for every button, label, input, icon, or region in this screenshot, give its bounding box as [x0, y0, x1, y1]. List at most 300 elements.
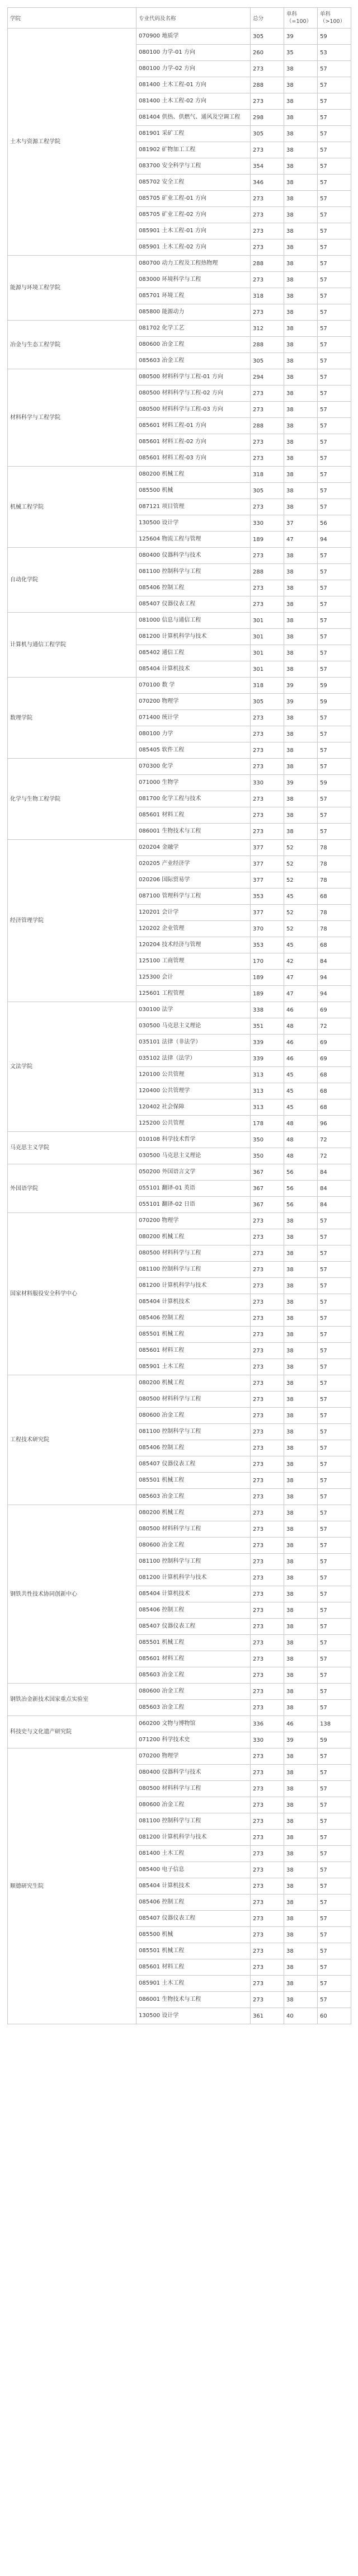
major-cell: 070200 物理学 — [136, 1213, 251, 1229]
total-score-cell: 273 — [251, 1456, 284, 1473]
total-score-cell: 273 — [251, 191, 284, 207]
school-name-cell: 土木与资源工程学院 — [8, 29, 136, 256]
single-over-100-cell: 68 — [318, 1067, 351, 1083]
total-score-cell: 301 — [251, 645, 284, 661]
school-name-cell: 钢铁共性技术协同创新中心 — [8, 1505, 136, 1684]
major-cell: 080700 动力工程及工程热物理 — [136, 256, 251, 272]
major-cell: 081200 计算机科学与技术 — [136, 1278, 251, 1294]
single-over-100-cell: 68 — [318, 937, 351, 953]
single-over-100-cell: 57 — [318, 791, 351, 807]
single-over-100-cell: 138 — [318, 1716, 351, 1732]
single-over-100-cell: 57 — [318, 824, 351, 840]
single-100-cell: 38 — [284, 613, 318, 629]
single-over-100-cell: 57 — [318, 175, 351, 191]
single-over-100-cell: 57 — [318, 126, 351, 142]
single-100-cell: 38 — [284, 61, 318, 77]
single-over-100-cell: 57 — [318, 1473, 351, 1489]
major-cell: 085404 计算机技术 — [136, 1878, 251, 1895]
single-over-100-cell: 57 — [318, 1781, 351, 1797]
total-score-cell: 273 — [251, 1619, 284, 1635]
total-score-cell: 298 — [251, 110, 284, 126]
total-score-cell: 178 — [251, 1116, 284, 1132]
single-over-100-cell: 59 — [318, 678, 351, 694]
single-100-cell: 38 — [284, 1489, 318, 1505]
major-cell: 080500 材料科学与工程-03 方向 — [136, 402, 251, 418]
total-score-cell: 330 — [251, 1732, 284, 1748]
total-score-cell: 273 — [251, 1245, 284, 1262]
total-score-cell: 301 — [251, 613, 284, 629]
major-cell: 087100 管理科学与工程 — [136, 889, 251, 905]
table-row — [8, 467, 351, 483]
single-over-100-cell: 78 — [318, 921, 351, 937]
major-cell: 085603 冶金工程 — [136, 1667, 251, 1684]
major-cell: 085705 矿业工程-01 方向 — [136, 191, 251, 207]
single-over-100-cell: 57 — [318, 1538, 351, 1554]
major-cell: 080100 力学 — [136, 726, 251, 742]
single-over-100-cell: 57 — [318, 1375, 351, 1392]
single-over-100-cell: 57 — [318, 61, 351, 77]
single-over-100-cell: 57 — [318, 1797, 351, 1813]
major-cell: 085500 机械 — [136, 1927, 251, 1943]
major-cell: 080500 材料科学与工程 — [136, 1245, 251, 1262]
major-cell: 086001 生物技术与工程 — [136, 824, 251, 840]
major-cell: 085402 通信工程 — [136, 645, 251, 661]
single-100-cell: 46 — [284, 1035, 318, 1051]
table-row — [8, 369, 351, 386]
single-over-100-cell: 57 — [318, 742, 351, 759]
school-name-cell: 材料科学与工程学院 — [8, 369, 136, 467]
single-over-100-cell: 57 — [318, 1830, 351, 1846]
major-cell: 080600 冶金工程 — [136, 1797, 251, 1813]
single-100-cell: 38 — [284, 191, 318, 207]
total-score-cell: 273 — [251, 824, 284, 840]
total-score-cell: 377 — [251, 856, 284, 872]
header-school: 学院 — [8, 8, 136, 29]
major-cell: 085407 仪器仪表工程 — [136, 596, 251, 613]
single-over-100-cell: 57 — [318, 629, 351, 645]
total-score-cell: 273 — [251, 1586, 284, 1602]
total-score-cell: 273 — [251, 791, 284, 807]
single-over-100-cell: 57 — [318, 1878, 351, 1895]
single-over-100-cell: 68 — [318, 1083, 351, 1099]
single-over-100-cell: 78 — [318, 840, 351, 856]
single-100-cell: 38 — [284, 110, 318, 126]
single-100-cell: 38 — [284, 1213, 318, 1229]
single-100-cell: 38 — [284, 1813, 318, 1830]
major-cell: 085601 材料工程-02 方向 — [136, 434, 251, 450]
single-over-100-cell: 57 — [318, 1813, 351, 1830]
major-cell: 083000 环境科学与工程 — [136, 272, 251, 288]
major-cell: 080500 材料科学与工程 — [136, 1392, 251, 1408]
total-score-cell: 294 — [251, 369, 284, 386]
major-cell: 086001 生物技术与工程 — [136, 1992, 251, 2008]
single-over-100-cell: 57 — [318, 483, 351, 499]
table-row — [8, 1505, 351, 1521]
single-100-cell: 38 — [284, 1684, 318, 1700]
single-100-cell: 38 — [284, 1327, 318, 1343]
major-cell: 081200 计算机科学与技术 — [136, 1570, 251, 1586]
single-100-cell: 38 — [284, 1765, 318, 1781]
single-over-100-cell: 57 — [318, 1262, 351, 1278]
single-100-cell: 38 — [284, 1456, 318, 1473]
total-score-cell: 273 — [251, 1895, 284, 1911]
major-cell: 085901 土木工程-01 方向 — [136, 223, 251, 239]
single-over-100-cell: 78 — [318, 872, 351, 889]
single-100-cell: 38 — [284, 1521, 318, 1538]
single-over-100-cell: 57 — [318, 353, 351, 369]
single-100-cell: 38 — [284, 1700, 318, 1716]
school-name-cell: 外国语学院 — [8, 1164, 136, 1213]
single-over-100-cell: 56 — [318, 515, 351, 532]
table-row — [8, 1213, 351, 1229]
single-100-cell: 38 — [284, 645, 318, 661]
single-over-100-cell: 57 — [318, 1748, 351, 1765]
single-over-100-cell: 57 — [318, 1927, 351, 1943]
major-cell: 010108 科学技术哲学 — [136, 1132, 251, 1148]
single-100-cell: 52 — [284, 872, 318, 889]
major-cell: 085601 材料工程 — [136, 1343, 251, 1359]
single-over-100-cell: 57 — [318, 402, 351, 418]
single-100-cell: 38 — [284, 1262, 318, 1278]
table-row — [8, 29, 351, 45]
major-cell: 081100 控制科学与工程 — [136, 1813, 251, 1830]
header-single-100: 单科（=100） — [284, 8, 318, 29]
single-over-100-cell: 53 — [318, 45, 351, 61]
table-body — [8, 29, 351, 2024]
single-100-cell: 38 — [284, 710, 318, 726]
major-cell: 020204 金融学 — [136, 840, 251, 856]
single-over-100-cell: 57 — [318, 1456, 351, 1473]
total-score-cell: 273 — [251, 1213, 284, 1229]
total-score-cell: 313 — [251, 1099, 284, 1116]
single-over-100-cell: 57 — [318, 1846, 351, 1862]
major-cell: 081404 供热、供燃气、通风及空调工程 — [136, 110, 251, 126]
total-score-cell: 318 — [251, 467, 284, 483]
single-100-cell: 38 — [284, 1294, 318, 1310]
single-100-cell: 38 — [284, 564, 318, 580]
single-over-100-cell: 57 — [318, 369, 351, 386]
major-cell: 081100 控制科学与工程 — [136, 564, 251, 580]
single-100-cell: 46 — [284, 1002, 318, 1018]
single-100-cell: 52 — [284, 905, 318, 921]
major-cell: 085702 安全工程 — [136, 175, 251, 191]
single-100-cell: 38 — [284, 1846, 318, 1862]
total-score-cell: 273 — [251, 1262, 284, 1278]
single-100-cell: 38 — [284, 450, 318, 467]
single-100-cell: 38 — [284, 1229, 318, 1245]
single-over-100-cell: 57 — [318, 1586, 351, 1602]
major-cell: 080400 仪器科学与技术 — [136, 548, 251, 564]
single-over-100-cell: 57 — [318, 596, 351, 613]
single-100-cell: 47 — [284, 970, 318, 986]
school-name-cell: 机械工程学院 — [8, 467, 136, 548]
major-cell: 030500 马克思主义理论 — [136, 1018, 251, 1035]
single-100-cell: 38 — [284, 661, 318, 678]
single-over-100-cell: 72 — [318, 1132, 351, 1148]
single-over-100-cell: 57 — [318, 1619, 351, 1635]
total-score-cell: 189 — [251, 532, 284, 548]
major-cell: 071200 科学技术史 — [136, 1732, 251, 1748]
table-row — [8, 548, 351, 564]
school-name-cell: 经济管理学院 — [8, 840, 136, 1002]
single-over-100-cell: 69 — [318, 1051, 351, 1067]
single-over-100-cell: 57 — [318, 1245, 351, 1262]
total-score-cell: 273 — [251, 548, 284, 564]
single-100-cell: 40 — [284, 2008, 318, 2024]
total-score-cell: 361 — [251, 2008, 284, 2024]
major-cell: 130500 设计学 — [136, 515, 251, 532]
score-table — [7, 7, 351, 2024]
total-score-cell: 339 — [251, 1051, 284, 1067]
total-score-cell: 351 — [251, 1018, 284, 1035]
total-score-cell: 377 — [251, 872, 284, 889]
single-100-cell: 38 — [284, 548, 318, 564]
single-over-100-cell: 72 — [318, 1018, 351, 1035]
school-name-cell: 文法学院 — [8, 1002, 136, 1132]
school-name-cell: 能源与环境工程学院 — [8, 256, 136, 321]
single-100-cell: 38 — [284, 1375, 318, 1392]
table-row — [8, 1132, 351, 1148]
total-score-cell: 273 — [251, 386, 284, 402]
total-score-cell: 318 — [251, 288, 284, 304]
table-row — [8, 1164, 351, 1181]
single-100-cell: 38 — [284, 1976, 318, 1992]
single-over-100-cell: 57 — [318, 1976, 351, 1992]
total-score-cell: 273 — [251, 1229, 284, 1245]
major-cell: 085601 材料工程-01 方向 — [136, 418, 251, 434]
school-name-cell: 冶金与生态工程学院 — [8, 321, 136, 369]
major-cell: 085400 电子信息 — [136, 1862, 251, 1878]
single-100-cell: 38 — [284, 1359, 318, 1375]
single-over-100-cell: 57 — [318, 548, 351, 564]
major-cell: 081400 土木工程-01 方向 — [136, 77, 251, 93]
major-cell: 070200 物理学 — [136, 1748, 251, 1765]
single-100-cell: 38 — [284, 353, 318, 369]
total-score-cell: 305 — [251, 126, 284, 142]
total-score-cell: 273 — [251, 1700, 284, 1716]
table-header-row — [8, 8, 351, 29]
single-over-100-cell: 69 — [318, 1035, 351, 1051]
major-cell: 081901 采矿工程 — [136, 126, 251, 142]
total-score-cell: 305 — [251, 353, 284, 369]
major-cell: 125200 公共管理 — [136, 1116, 251, 1132]
total-score-cell: 273 — [251, 1294, 284, 1310]
total-score-cell: 260 — [251, 45, 284, 61]
major-cell: 020206 国际贸易学 — [136, 872, 251, 889]
major-cell: 080600 冶金工程 — [136, 337, 251, 353]
single-over-100-cell: 57 — [318, 1521, 351, 1538]
major-cell: 080600 冶金工程 — [136, 1408, 251, 1424]
total-score-cell: 273 — [251, 499, 284, 515]
major-cell: 085901 土木工程 — [136, 1976, 251, 1992]
total-score-cell: 273 — [251, 1911, 284, 1927]
major-cell: 085501 机械工程 — [136, 1635, 251, 1651]
single-over-100-cell: 57 — [318, 1294, 351, 1310]
single-100-cell: 38 — [284, 1878, 318, 1895]
major-cell: 125100 工商管理 — [136, 953, 251, 970]
single-over-100-cell: 57 — [318, 1440, 351, 1456]
major-cell: 085501 机械工程 — [136, 1327, 251, 1343]
total-score-cell: 273 — [251, 1862, 284, 1878]
single-100-cell: 45 — [284, 1067, 318, 1083]
total-score-cell: 288 — [251, 337, 284, 353]
total-score-cell: 273 — [251, 1651, 284, 1667]
total-score-cell: 273 — [251, 1538, 284, 1554]
single-100-cell: 56 — [284, 1181, 318, 1197]
single-100-cell: 52 — [284, 840, 318, 856]
total-score-cell: 273 — [251, 759, 284, 775]
single-100-cell: 38 — [284, 418, 318, 434]
single-over-100-cell: 57 — [318, 1684, 351, 1700]
single-over-100-cell: 57 — [318, 1992, 351, 2008]
single-100-cell: 38 — [284, 1635, 318, 1651]
total-score-cell: 273 — [251, 1424, 284, 1440]
single-over-100-cell: 57 — [318, 759, 351, 775]
total-score-cell: 273 — [251, 1359, 284, 1375]
single-100-cell: 38 — [284, 629, 318, 645]
single-over-100-cell: 94 — [318, 532, 351, 548]
major-cell: 085404 计算机技术 — [136, 1294, 251, 1310]
single-over-100-cell: 57 — [318, 1359, 351, 1375]
major-cell: 080100 力学-01 方向 — [136, 45, 251, 61]
total-score-cell: 189 — [251, 986, 284, 1002]
single-over-100-cell: 57 — [318, 434, 351, 450]
single-100-cell: 46 — [284, 1716, 318, 1732]
major-cell: 085406 控制工程 — [136, 1310, 251, 1327]
total-score-cell: 273 — [251, 1554, 284, 1570]
total-score-cell: 339 — [251, 1035, 284, 1051]
total-score-cell: 273 — [251, 1570, 284, 1586]
total-score-cell: 273 — [251, 742, 284, 759]
single-100-cell: 38 — [284, 1586, 318, 1602]
major-cell: 080500 材料科学与工程 — [136, 1781, 251, 1797]
total-score-cell: 312 — [251, 321, 284, 337]
total-score-cell: 273 — [251, 1959, 284, 1976]
single-100-cell: 38 — [284, 1619, 318, 1635]
major-cell: 050200 外国语言文学 — [136, 1164, 251, 1181]
single-100-cell: 38 — [284, 402, 318, 418]
single-100-cell: 38 — [284, 223, 318, 239]
total-score-cell: 273 — [251, 61, 284, 77]
total-score-cell: 377 — [251, 840, 284, 856]
single-100-cell: 38 — [284, 499, 318, 515]
single-over-100-cell: 57 — [318, 1392, 351, 1408]
table-row — [8, 840, 351, 856]
single-100-cell: 47 — [284, 532, 318, 548]
single-100-cell: 38 — [284, 175, 318, 191]
total-score-cell: 301 — [251, 629, 284, 645]
single-100-cell: 39 — [284, 678, 318, 694]
major-cell: 080200 机械工程 — [136, 1505, 251, 1521]
major-cell: 085901 土木工程 — [136, 1359, 251, 1375]
total-score-cell: 288 — [251, 77, 284, 93]
single-over-100-cell: 84 — [318, 1197, 351, 1213]
single-100-cell: 38 — [284, 1554, 318, 1570]
single-over-100-cell: 57 — [318, 1635, 351, 1651]
school-name-cell: 工程技术研究院 — [8, 1375, 136, 1505]
single-over-100-cell: 84 — [318, 1164, 351, 1181]
single-over-100-cell: 59 — [318, 29, 351, 45]
single-over-100-cell: 57 — [318, 1700, 351, 1716]
major-cell: 070900 地质学 — [136, 29, 251, 45]
major-cell: 085601 材料工程 — [136, 807, 251, 824]
single-100-cell: 38 — [284, 1830, 318, 1846]
single-100-cell: 38 — [284, 596, 318, 613]
single-over-100-cell: 59 — [318, 775, 351, 791]
single-over-100-cell: 57 — [318, 110, 351, 126]
major-cell: 085501 机械工程 — [136, 1473, 251, 1489]
single-over-100-cell: 84 — [318, 1181, 351, 1197]
major-cell: 120202 企业管理 — [136, 921, 251, 937]
total-score-cell: 305 — [251, 483, 284, 499]
total-score-cell: 273 — [251, 1505, 284, 1521]
single-100-cell: 38 — [284, 1392, 318, 1408]
single-over-100-cell: 57 — [318, 191, 351, 207]
major-cell: 030500 马克思主义理论 — [136, 1148, 251, 1164]
total-score-cell: 273 — [251, 272, 284, 288]
single-over-100-cell: 57 — [318, 661, 351, 678]
school-name-cell: 钢铁冶金新技术国家重点实验室 — [8, 1684, 136, 1716]
single-100-cell: 38 — [284, 207, 318, 223]
total-score-cell: 273 — [251, 726, 284, 742]
total-score-cell: 273 — [251, 1976, 284, 1992]
major-cell: 085601 材料工程 — [136, 1959, 251, 1976]
total-score-cell: 273 — [251, 1943, 284, 1959]
single-over-100-cell: 57 — [318, 1310, 351, 1327]
major-cell: 125300 会计 — [136, 970, 251, 986]
total-score-cell: 273 — [251, 1667, 284, 1684]
single-over-100-cell: 57 — [318, 1570, 351, 1586]
major-cell: 080200 机械工程 — [136, 467, 251, 483]
single-100-cell: 38 — [284, 580, 318, 596]
school-name-cell: 自动化学院 — [8, 548, 136, 613]
single-100-cell: 38 — [284, 1862, 318, 1878]
major-cell: 120402 社会保障 — [136, 1099, 251, 1116]
single-over-100-cell: 57 — [318, 1943, 351, 1959]
total-score-cell: 273 — [251, 93, 284, 110]
table-row — [8, 1748, 351, 1765]
single-100-cell: 38 — [284, 1310, 318, 1327]
single-100-cell: 38 — [284, 369, 318, 386]
single-100-cell: 38 — [284, 1602, 318, 1619]
single-100-cell: 52 — [284, 856, 318, 872]
table-row — [8, 1002, 351, 1018]
total-score-cell: 313 — [251, 1083, 284, 1099]
total-score-cell: 273 — [251, 1521, 284, 1538]
major-cell: 085406 控制工程 — [136, 1895, 251, 1911]
single-over-100-cell: 57 — [318, 645, 351, 661]
major-cell: 085404 计算机技术 — [136, 1586, 251, 1602]
total-score-cell: 330 — [251, 515, 284, 532]
single-100-cell: 38 — [284, 1943, 318, 1959]
major-cell: 081100 控制科学与工程 — [136, 1554, 251, 1570]
table-row — [8, 1716, 351, 1732]
major-cell: 055101 翻译-01 英语 — [136, 1181, 251, 1197]
single-100-cell: 38 — [284, 337, 318, 353]
single-100-cell: 38 — [284, 272, 318, 288]
total-score-cell: 273 — [251, 142, 284, 158]
major-cell: 085407 仪器仪表工程 — [136, 1619, 251, 1635]
single-over-100-cell: 57 — [318, 304, 351, 321]
total-score-cell: 273 — [251, 1765, 284, 1781]
single-100-cell: 38 — [284, 142, 318, 158]
major-cell: 071400 统计学 — [136, 710, 251, 726]
school-name-cell: 马克思主义学院 — [8, 1132, 136, 1164]
single-over-100-cell: 57 — [318, 1229, 351, 1245]
total-score-cell: 338 — [251, 1002, 284, 1018]
major-cell: 085501 机械工程 — [136, 1943, 251, 1959]
major-cell: 081000 信息与通信工程 — [136, 613, 251, 629]
